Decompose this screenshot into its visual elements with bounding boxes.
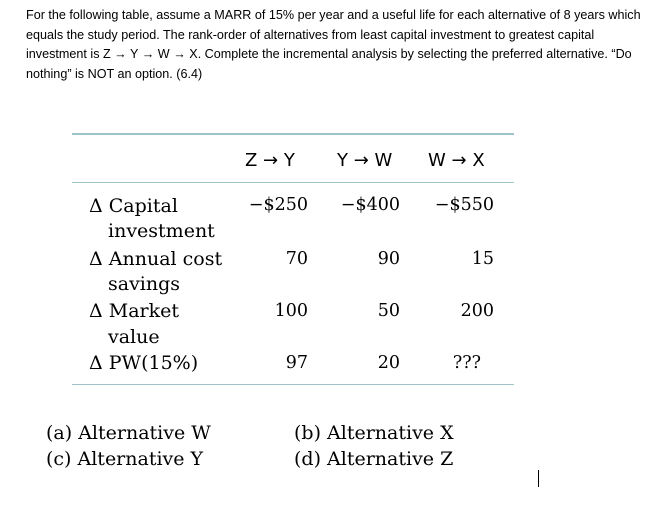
cell-capital-yw: −$400 [340,195,400,215]
cell-pw-zy: 97 [285,353,308,373]
cell-pw-wx: ??? [452,353,481,373]
text-cursor [538,470,539,487]
row-label-capital: Δ Capital [89,195,178,217]
cell-capital-wx: −$550 [434,195,494,215]
table-top-rule [72,133,514,135]
row-label-pw: Δ PW(15%) [89,352,199,374]
cell-market-wx: 200 [460,301,494,321]
row-label-capital-cont: investment [108,220,215,242]
cell-savings-zy: 70 [285,249,308,269]
row-label-annual-cost-cont: savings [108,273,181,295]
row-label-market-cont: value [108,326,160,348]
option-d: (d) Alternative Z [294,448,454,470]
question-text: For the following table, assume a MARR of 15% per year and a useful life for each alternative of 8 years which equals the study period. The rank-order of alternatives from least capital investment to greatest capital investment is Z → Y → W → X. Complete the incremental analysis by selecting the preferred alternative. “Do nothing” is NOT an option. (6.4) [26,8,641,81]
column-header-z-y: Z → Y [245,150,295,171]
row-label-market: Δ Market [89,300,180,322]
option-b: (b) Alternative X [294,422,454,444]
table-bottom-rule [72,384,514,385]
cell-market-yw: 50 [377,301,400,321]
cell-pw-yw: 20 [377,353,400,373]
cell-savings-yw: 90 [377,249,400,269]
table-header-rule [72,182,514,183]
column-header-y-w: Y → W [337,150,393,171]
option-c: (c) Alternative Y [46,448,204,470]
cell-market-zy: 100 [274,301,308,321]
column-header-w-x: W → X [428,150,485,171]
row-label-annual-cost: Δ Annual cost [89,248,223,270]
cell-savings-wx: 15 [471,249,494,269]
cell-capital-zy: −$250 [248,195,308,215]
option-a: (a) Alternative W [46,422,211,444]
